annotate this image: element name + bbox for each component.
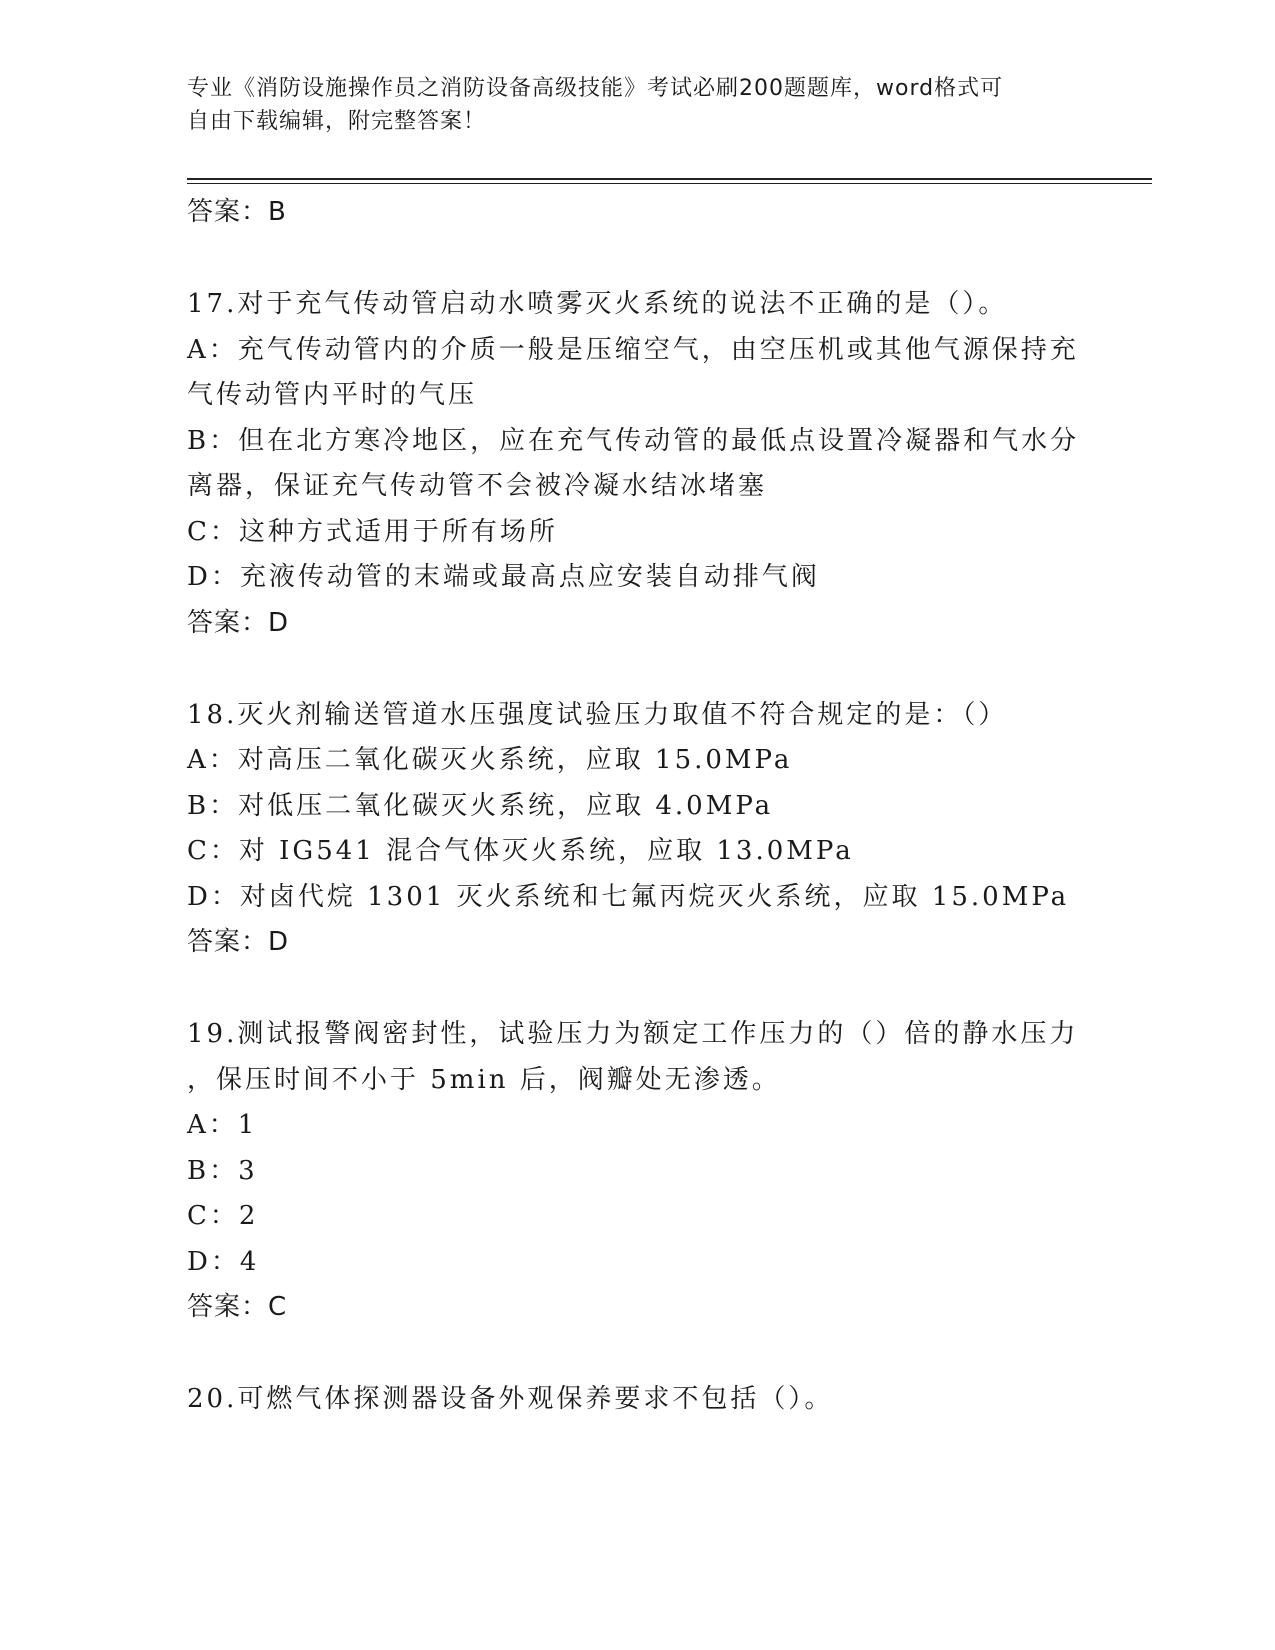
- question-stem: 17.对于充气传动管启动水喷雾灭火系统的说法不正确的是（）。: [187, 289, 1008, 319]
- question-stem: 19.测试报警阀密封性，试验压力为额定工作压力的（）倍的静水压力: [187, 1019, 1079, 1049]
- option-b: B：对低压二氧化碳灭火系统，应取 4.0MPa: [187, 790, 774, 821]
- answer-previous: 答案：B: [187, 197, 287, 227]
- option-d: D：4: [187, 1246, 260, 1277]
- option-b: B：3: [187, 1155, 258, 1186]
- header-line-1: 专业《消防设施操作员之消防设备高级技能》考试必刷200题题库，word格式可: [187, 76, 1004, 101]
- header-line-2: 自由下载编辑，附完整答案！: [187, 109, 487, 134]
- answer-19: 答案：C: [187, 1292, 288, 1322]
- question-19: [187, 1012, 1087, 1329]
- question-20: [187, 1377, 1087, 1423]
- question-gap: [187, 964, 1087, 1012]
- answer-18: 答案：D: [187, 927, 290, 957]
- question-gap: [187, 234, 1087, 282]
- question-18: [187, 693, 1087, 965]
- option-c: C：这种方式适用于所有场所: [187, 516, 558, 547]
- option-a-cont: 气传动管内平时的气压: [187, 380, 478, 410]
- question-gap: [187, 645, 1087, 693]
- option-c: C：2: [187, 1201, 259, 1231]
- header-divider-thick: [187, 178, 1152, 180]
- question-stem: 18.灭火剂输送管道水压强度试验压力取值不符合规定的是：（）: [187, 699, 1008, 730]
- question-stem: 20.可燃气体探测器设备外观保养要求不包括（）。: [187, 1384, 834, 1414]
- option-d: D：充液传动管的末端或最高点应安装自动排气阀: [187, 562, 820, 592]
- option-b: B：但在北方寒冷地区，应在充气传动管的最低点设置冷凝器和气水分: [187, 425, 1080, 456]
- option-a: A：充气传动管内的介质一般是压缩空气，由空压机或其他气源保持充: [187, 334, 1079, 365]
- question-17: [187, 282, 1087, 645]
- option-a: A：1: [187, 1110, 258, 1140]
- option-b-cont: 离器，保证充气传动管不会被冷凝水结冰堵塞: [187, 471, 768, 501]
- question-gap: [187, 1329, 1087, 1377]
- header-divider-thin: [187, 183, 1152, 184]
- answer-17: 答案：D: [187, 607, 290, 638]
- question-stem-cont: ，保压时间不小于 5min 后，阀瓣处无渗透。: [187, 1064, 781, 1095]
- document-header: [187, 72, 1087, 138]
- option-d: D：对卤代烷 1301 灭火系统和七氟丙烷灭火系统，应取 15.0MPa: [187, 881, 1070, 912]
- question-list: [187, 190, 1087, 1423]
- option-a: A：对高压二氧化碳灭火系统，应取 15.0MPa: [187, 745, 793, 775]
- option-c: C：对 IG541 混合气体灭火系统，应取 13.0MPa: [187, 836, 854, 866]
